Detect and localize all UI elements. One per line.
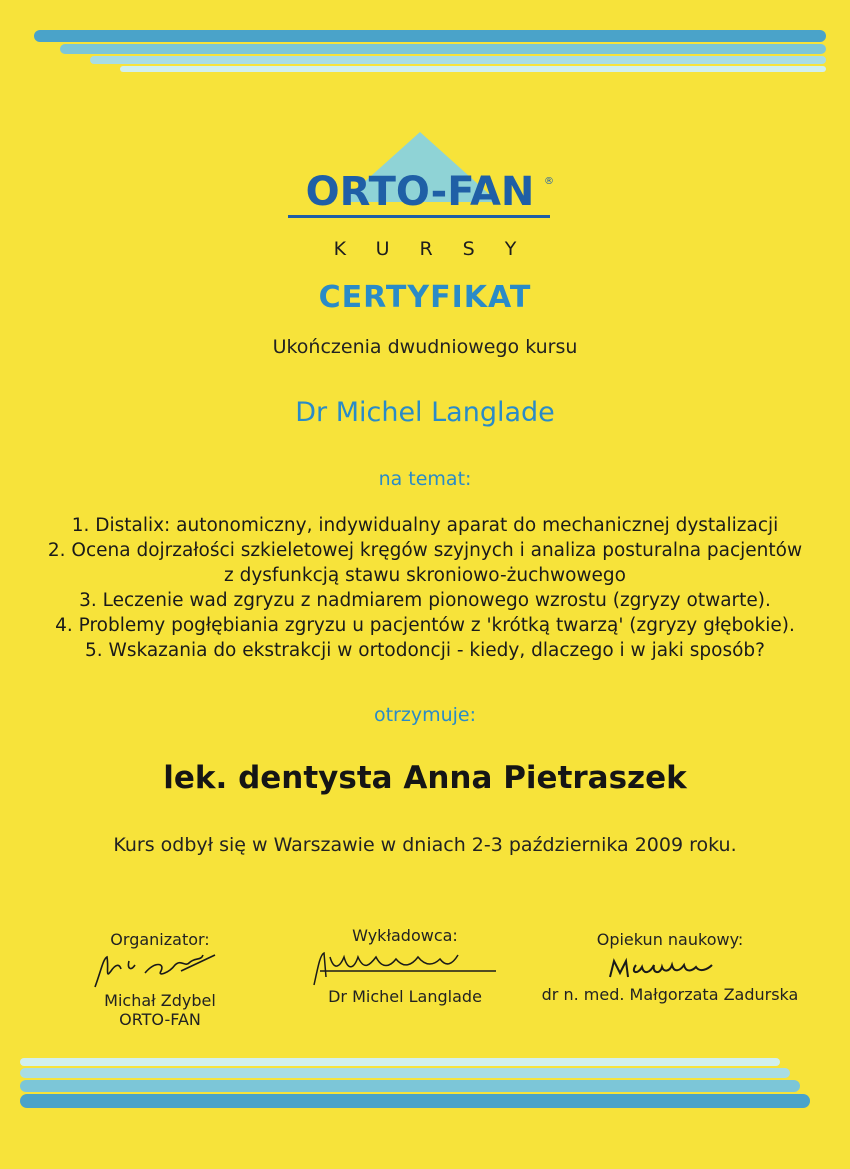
bottom-decorative-stripes [0,1050,850,1110]
topic-item: 4. Problemy pogłębiania zgryzu u pacjentów z 'krótką twarzą' (zgryzy głębokie). [55,615,795,636]
certificate-title: CERTYFIKAT [318,280,532,315]
receives-label: otrzymuje: [373,704,477,726]
lecturer-handwritten-signature [300,947,510,987]
logo-subbrand: KURSY [333,238,547,260]
recipient-name: lek. dentysta Anna Pietraszek [163,760,687,796]
supervisor-name: dr n. med. Małgorzata Zadurska [541,985,799,1004]
topic-intro: na temat: [378,468,472,490]
lecturer-signature-name: Dr Michel Langlade [328,987,482,1006]
supervisor-role: Opiekun naukowy: [596,930,744,949]
topic-item: 1. Distalix: autonomiczny, indywidualny aparat do mechanicznej dystalizacji [71,515,779,536]
topic-item: z dysfunkcją stawu skroniowo-żuchwowego [224,565,626,586]
organizer-name: Michał Zdybel [104,991,216,1010]
logo-registered-mark: ® [544,176,554,187]
supervisor-signature-block [540,930,800,1004]
organizer-role: Organizator: [110,930,210,949]
top-decorative-stripes [0,18,850,78]
topic-item: 5. Wskazania do ekstrakcji w ortodoncji - kiedy, dlaczego i w jaki sposób? [85,640,765,661]
supervisor-handwritten-signature [600,951,740,985]
lecturer-signature-block [290,926,520,1006]
organizer-signature-block [60,930,260,1029]
organizer-handwritten-signature [85,951,235,991]
certificate-subtitle: Ukończenia dwudniowego kursu [272,336,578,358]
topic-item: 3. Leczenie wad zgryzu z nadmiarem pionowego wzrostu (zgryzy otwarte). [79,590,771,611]
topic-item: 2. Ocena dojrzałości szkieletowej kręgów szyjnych i analiza posturalna pacjentów [47,540,803,561]
lecturer-role: Wykładowca: [352,926,458,945]
logo-brand-text: ORTO-FAN [305,169,535,215]
course-info: Kurs odbył się w Warszawie w dniach 2-3 października 2009 roku. [113,834,737,856]
lecturer-name: Dr Michel Langlade [295,397,555,428]
topic-list [20,513,830,663]
organizer-org: ORTO-FAN [119,1010,201,1029]
